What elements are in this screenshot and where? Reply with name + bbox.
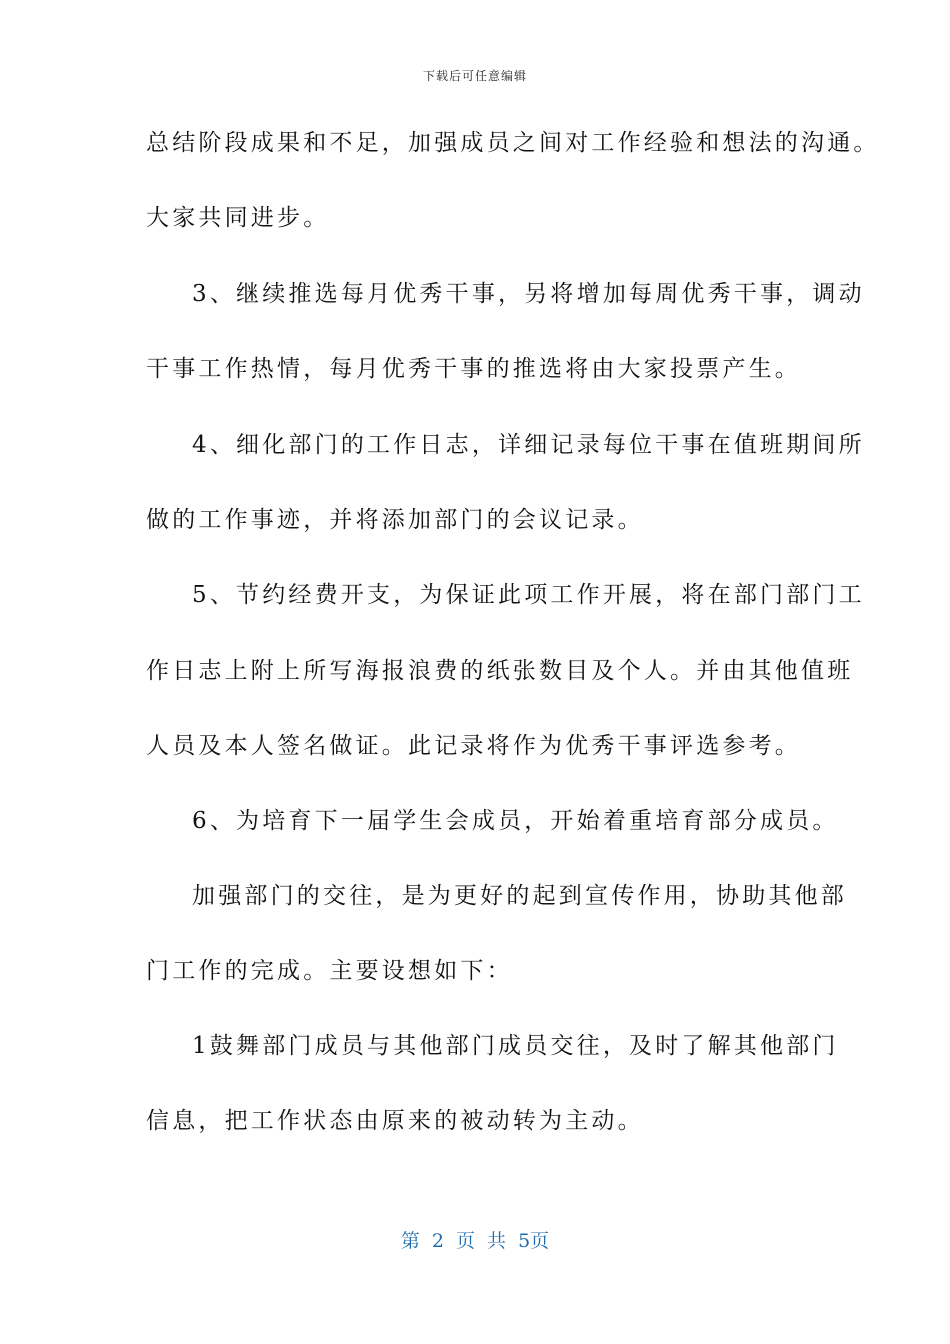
text-line: 干事工作热情，每月优秀干事的推选将由大家投票产生。 <box>146 356 801 382</box>
page-number: 第 2 页 共 5页 <box>400 1230 550 1252</box>
text-line: 做的工作事迹，并将添加部门的会议记录。 <box>146 507 644 533</box>
text-line: 加强部门的交往，是为更好的起到宣传作用，协助其他部 <box>192 883 847 909</box>
header-note: 下载后可任意编辑 <box>422 69 527 83</box>
text-line: 大家共同进步。 <box>146 205 330 231</box>
text-line: 6、为培育下一届学生会成员，开始着重培育部分成员。 <box>192 808 839 834</box>
text-line: 3、继续推选每月优秀干事，另将增加每周优秀干事，调动 <box>192 281 865 307</box>
text-line: 4、细化部门的工作日志，详细记录每位干事在值班期间所 <box>192 432 865 458</box>
text-line: 总结阶段成果和不足，加强成员之间对工作经验和想法的沟通。 <box>146 130 880 156</box>
text-line: 1鼓舞部门成员与其他部门成员交往，及时了解其他部门 <box>192 1033 839 1059</box>
text-line: 门工作的完成。主要设想如下： <box>146 958 513 984</box>
text-line: 作日志上附上所写海报浪费的纸张数目及个人。并由其他值班 <box>146 658 854 684</box>
text-line: 人员及本人签名做证。此记录将作为优秀干事评选参考。 <box>146 733 801 759</box>
text-line: 5、节约经费开支，为保证此项工作开展，将在部门部门工 <box>192 582 865 608</box>
text-line: 信息，把工作状态由原来的被动转为主动。 <box>146 1108 644 1134</box>
